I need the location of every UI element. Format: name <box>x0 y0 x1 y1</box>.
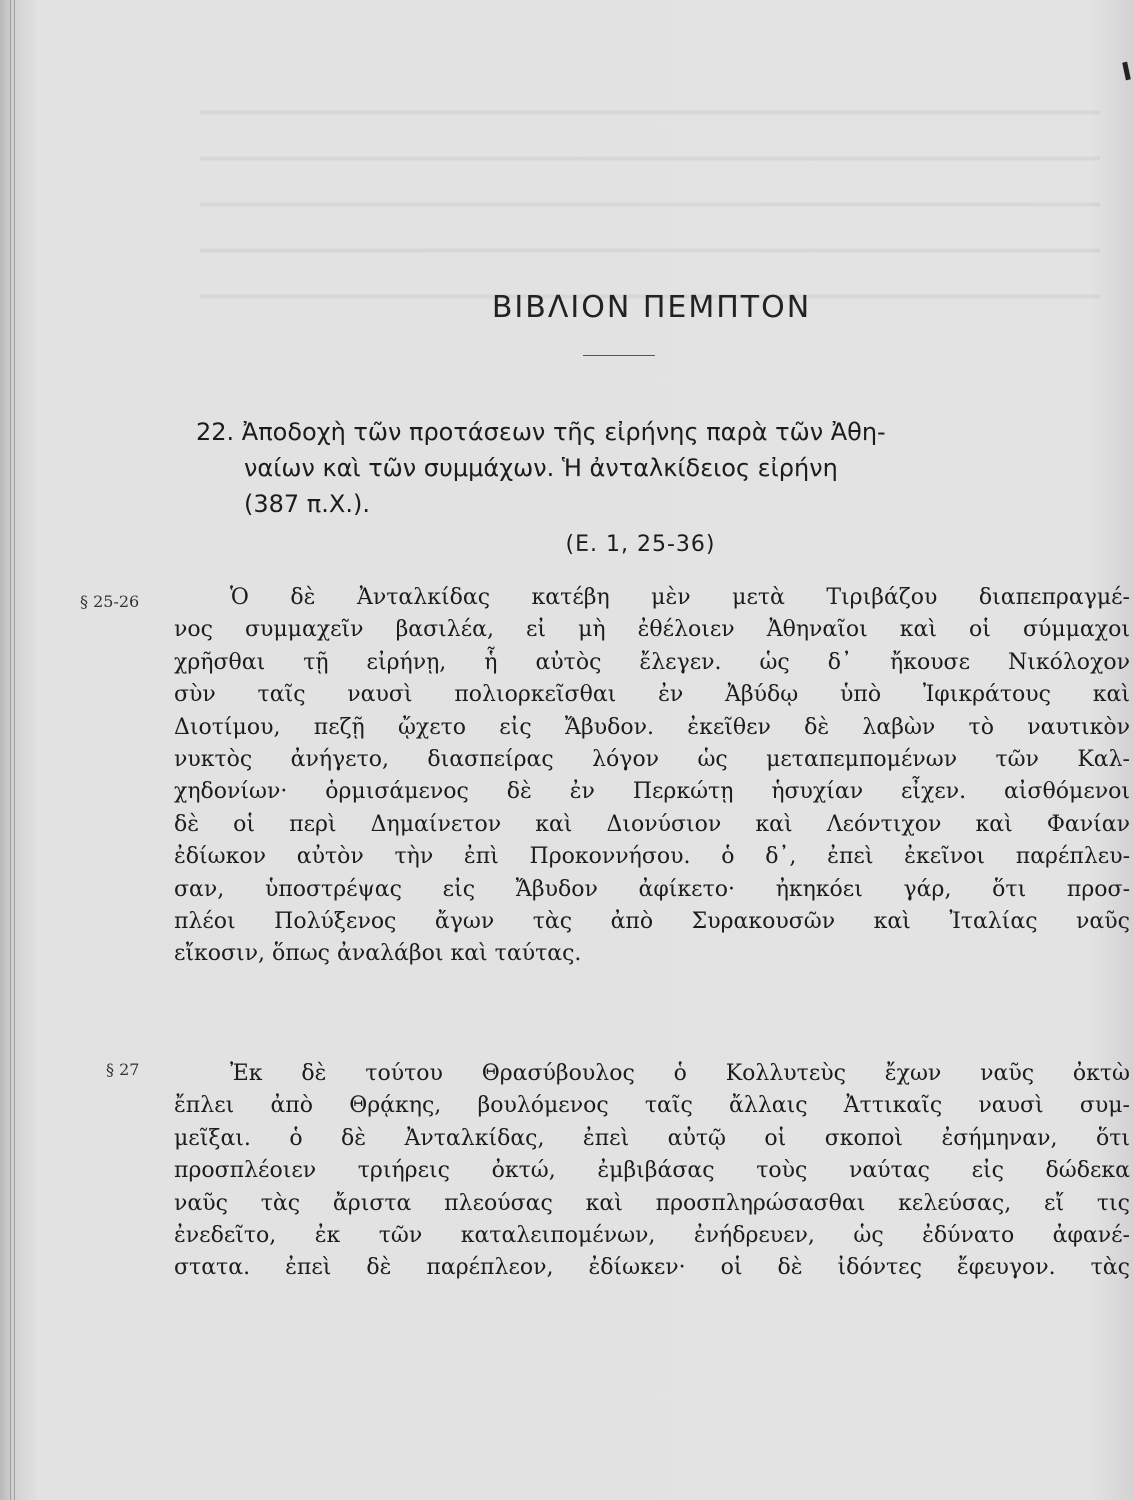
show-through-text <box>200 80 1100 300</box>
text-line: δὲ οἱ περὶ Δημαίνετον καὶ Διονύσιον καὶ Λεόντιχον καὶ Φανίαν <box>174 811 1130 837</box>
text-line: ναῦς τὰς ἄριστα πλεούσας καὶ προσπληρώσασθαι κελεύσας, εἴ τις <box>174 1190 1130 1216</box>
text-line: στατα. ἐπεὶ δὲ παρέπλεον, ἐδίωκεν· οἱ δὲ ἰδόντες ἔφευγον. τὰς <box>174 1255 1130 1281</box>
margin-section-label: § 25-26 <box>80 592 140 611</box>
ink-mark <box>1122 62 1131 81</box>
text-line: Ὁ δὲ Ἀνταλκίδας κατέβη μὲν μετὰ Τιριβάζου διαπεπραγμέ- <box>230 585 1130 610</box>
page-edge-line <box>10 0 11 1500</box>
text-line: προσπλέοιεν τριήρεις ὀκτώ, ἐμβιβάσας τοὺς ναύτας εἰς δώδεκα <box>174 1158 1130 1184</box>
text-line: χρῆσθαι τῇ εἰρήνῃ, ἧ αὐτὸς ἔλεγεν. ὡς δ᾽ ἤκουσε Νικόλοχον <box>174 649 1130 675</box>
page-edge-line <box>14 0 15 1500</box>
text-line: χηδονίων· ὁρμισάμενος δὲ ἐν Περκώτῃ ἡσυχίαν εἶχεν. αἰσθόμενοι <box>174 779 1130 805</box>
paragraph <box>174 582 1130 971</box>
text-line: νος συμμαχεῖν βασιλέα, εἰ μὴ ἐθέλοιεν Ἀθηναῖοι καὶ οἱ σύμμαχοι <box>174 617 1130 643</box>
text-line: σὺν ταῖς ναυσὶ πολιορκεῖσθαι ἐν Ἀβύδῳ ὑπὸ Ἰφικράτους καὶ <box>174 682 1130 708</box>
text-line: ἐδίωκον αὐτὸν τὴν ἐπὶ Προκοννήσου. ὁ δ᾽, ἐπεὶ ἐκεῖνοι παρέπλευ- <box>174 844 1130 870</box>
section-heading <box>196 414 1126 522</box>
title-divider <box>583 355 655 356</box>
text-line: ἔπλει ἀπὸ Θρᾴκης, βουλόμενος ταῖς ἄλλαις Ἀττικαῖς ναυσὶ συμ- <box>174 1093 1130 1119</box>
source-reference: (Ε. 1, 25-36) <box>565 532 716 557</box>
text-line: ἐνεδεῖτο, ἐκ τῶν καταλειπομένων, ἐνήδρευεν, ὡς ἐδύνατο ἀφανέ- <box>174 1223 1130 1249</box>
heading-line: (387 π.Χ.). <box>244 490 370 518</box>
text-line: Ἐκ δὲ τούτου Θρασύβουλος ὁ Κολλυτεὺς ἔχων ναῦς ὀκτὼ <box>230 1061 1130 1086</box>
text-line: σαν, ὑποστρέψας εἰς Ἄβυδον ἀφίκετο· ἠκηκόει γάρ, ὅτι προσ- <box>174 876 1130 902</box>
book-title: ΒΙΒΛΙΟΝ ΠΕΜΠΤΟΝ <box>491 290 812 325</box>
heading-line: ναίων καὶ τῶν συμμάχων. Ἡ ἀνταλκίδειος εἰρήνη <box>244 454 838 482</box>
heading-line: 22. Ἀποδοχὴ τῶν προτάσεων τῆς εἰρήνης παρὰ τῶν Ἀθη- <box>196 418 886 446</box>
page-spine-shadow <box>0 0 34 1500</box>
text-line: μεῖξαι. ὁ δὲ Ἀνταλκίδας, ἐπεὶ αὐτῷ οἱ σκοποὶ ἐσήμηναν, ὅτι <box>174 1125 1130 1151</box>
text-line: εἴκοσιν, ὅπως ἀναλάβοι καὶ ταύτας. <box>174 941 582 967</box>
text-line: πλέοι Πολύξενος ἄγων τὰς ἀπὸ Συρακουσῶν καὶ Ἰταλίας ναῦς <box>174 909 1130 935</box>
text-line: νυκτὸς ἀνήγετο, διασπείρας λόγον ὡς μεταπεμπομένων τῶν Καλ- <box>174 747 1130 773</box>
paragraph <box>174 1058 1130 1285</box>
margin-section-label: § 27 <box>106 1060 140 1079</box>
text-line: Διοτίμου, πεζῇ ᾤχετο εἰς Ἄβυδον. ἐκεῖθεν δὲ λαβὼν τὸ ναυτικὸν <box>174 714 1130 740</box>
